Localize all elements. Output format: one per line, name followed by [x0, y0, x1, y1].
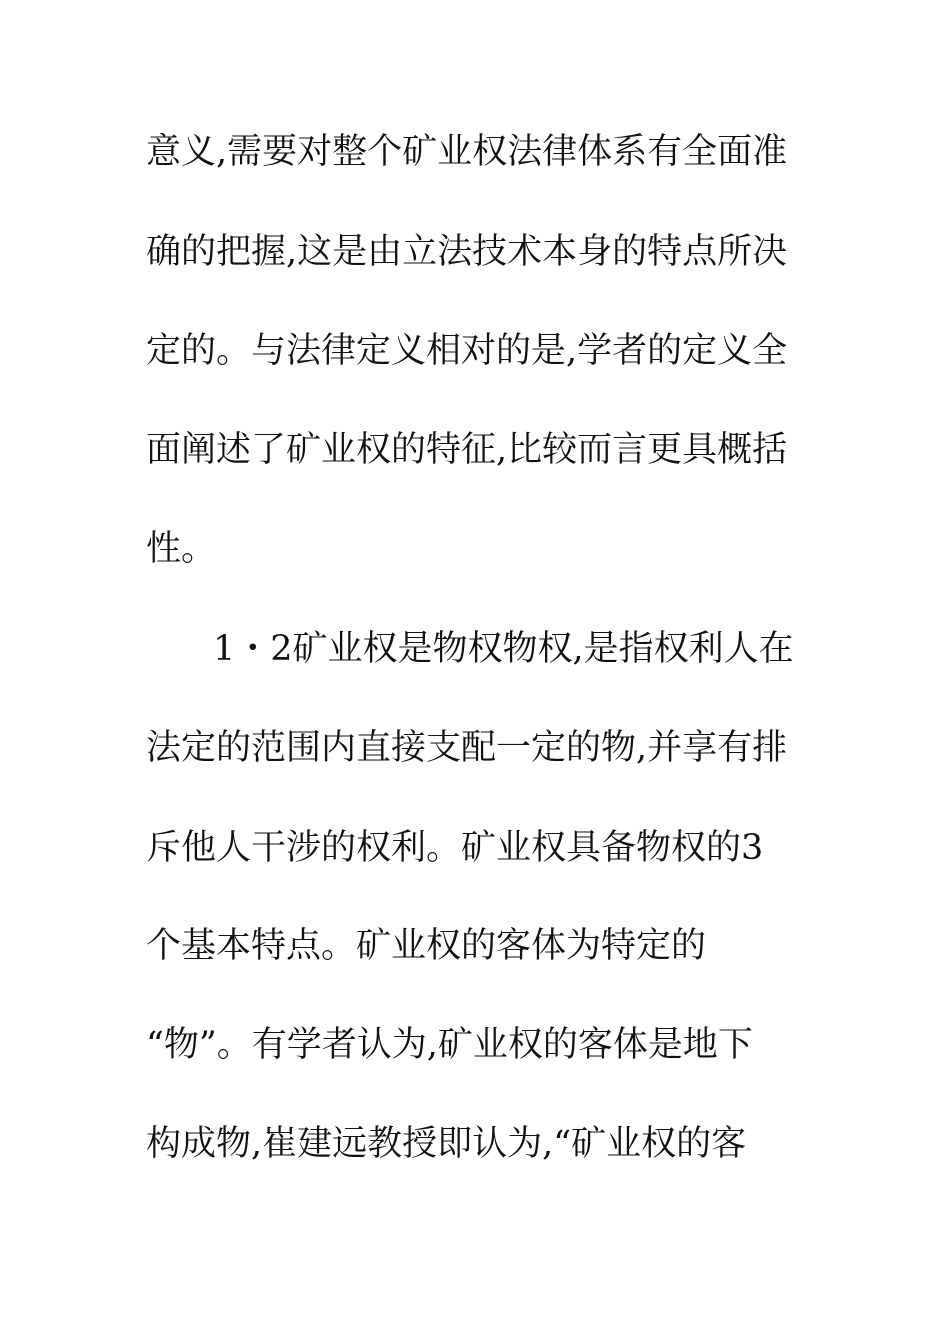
- text-line: 性。: [146, 529, 217, 569]
- text-line: 定的。与法律定义相对的是,学者的定义全: [146, 331, 788, 371]
- text-line: 构成物,崔建远教授即认为,“矿业权的客: [146, 1124, 747, 1164]
- text-line: 确的把握,这是由立法技术本身的特点所决: [146, 232, 788, 272]
- text-line: 意义,需要对整个矿业权法律体系有全面准: [146, 132, 788, 172]
- text-line: 个基本特点。矿业权的客体为特定的: [146, 926, 707, 966]
- section-heading-line: 1・2矿业权是物权物权,是指权利人在: [213, 629, 794, 669]
- text-line: 法定的范围内直接支配一定的物,并享有排: [146, 728, 788, 768]
- text-line: 面阐述了矿业权的特征,比较而言更具概括: [146, 430, 788, 470]
- text-line: “物”。有学者认为,矿业权的客体是地下: [146, 1025, 753, 1065]
- text-line: 斥他人干涉的权利。矿业权具备物权的3: [146, 828, 764, 868]
